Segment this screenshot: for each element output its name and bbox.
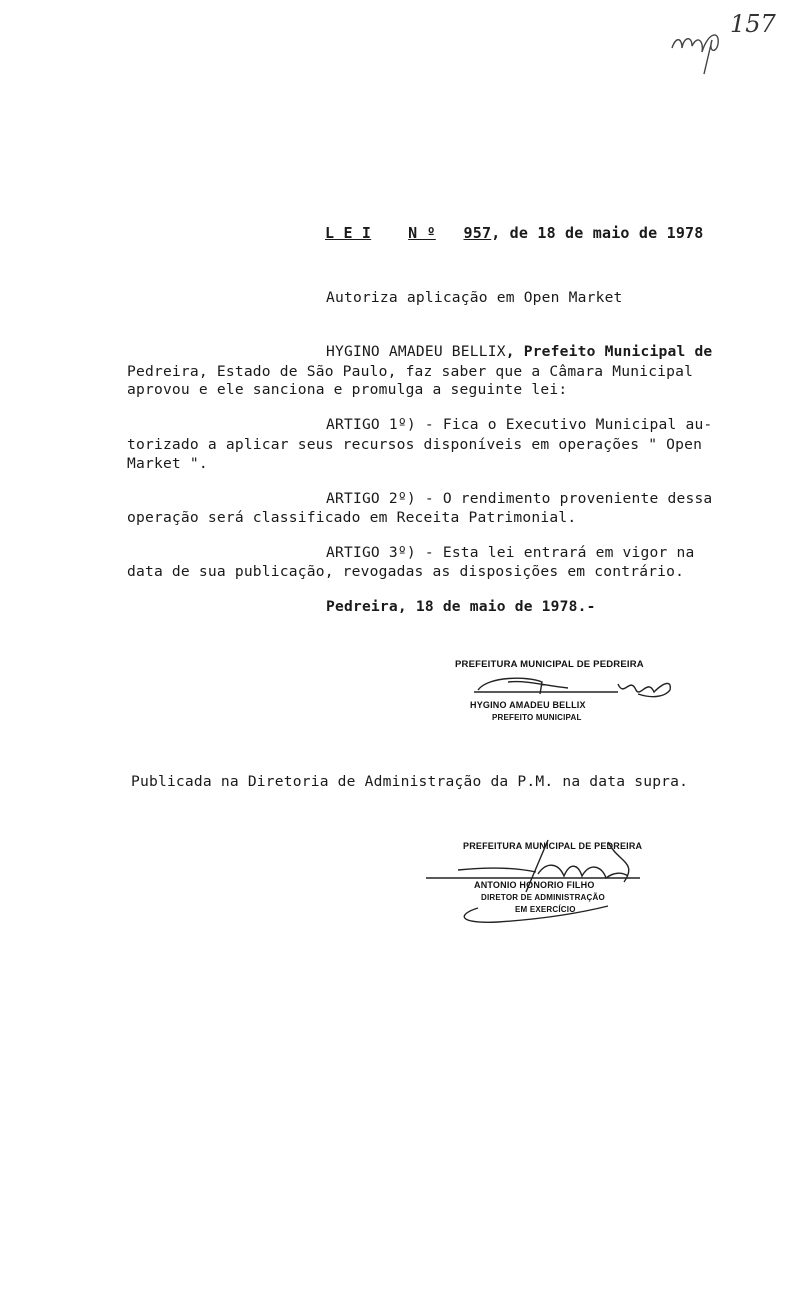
closing-date: Pedreira, 18 de maio de 1978.-	[326, 598, 596, 615]
title-date: , de 18 de maio de 1978	[491, 224, 704, 242]
article-2-line-1-rest: - O rendimento proveniente dessa	[415, 490, 713, 507]
law-summary: Autoriza aplicação em Open Market	[326, 289, 623, 306]
article-3-line-1	[326, 544, 694, 561]
page-number: 157	[730, 10, 776, 38]
preamble-line-2: Pedreira, Estado de São Paulo, faz saber que a Câmara Municipal	[127, 363, 694, 380]
title-number: 957	[463, 224, 492, 242]
article-1-line-3: Market ".	[127, 455, 208, 472]
preamble-line-1-rest: , Prefeito Municipal de	[505, 343, 713, 360]
signature-1	[468, 668, 680, 704]
article-1-line-2: torizado a aplicar seus recursos disponíveis em operações " Open	[127, 436, 703, 453]
article-3-line-1-rest: - Esta lei entrará em vigor na	[415, 544, 695, 561]
mayor-name: HYGINO AMADEU BELLIX	[326, 343, 506, 360]
stamp-2-header: PREFEITURA MUNICIPAL DE PEDREIRA	[463, 841, 643, 851]
title-lei: L E I	[325, 224, 372, 242]
stamp-2-role: DIRETOR DE ADMINISTRAÇÃO	[481, 893, 605, 902]
article-1-label: ARTIGO 1º)	[326, 416, 416, 433]
article-1-line-1	[326, 416, 712, 433]
article-2-line-1	[326, 490, 712, 507]
stamp-2-role-2: EM EXERCÍCIO	[515, 905, 576, 914]
title-numero: N º	[408, 224, 436, 242]
article-1-line-1-rest: - Fica o Executivo Municipal au-	[415, 416, 713, 433]
preamble-line-1	[326, 343, 712, 360]
law-title	[325, 224, 704, 242]
stamp-2-name: ANTONIO HONORIO FILHO	[474, 880, 595, 890]
article-3-label: ARTIGO 3º)	[326, 544, 416, 561]
article-3-line-2: data de sua publicação, revogadas as disposições em contrário.	[127, 563, 685, 580]
stamp-1-name: HYGINO AMADEU BELLIX	[470, 700, 586, 710]
stamp-1-role: PREFEITO MUNICIPAL	[492, 713, 582, 722]
stamp-1-header: PREFEITURA MUNICIPAL DE PEDREIRA	[455, 659, 644, 670]
handwritten-initials	[668, 14, 738, 76]
preamble-line-3: aprovou e ele sanciona e promulga a seguinte lei:	[127, 381, 568, 398]
article-2-label: ARTIGO 2º)	[326, 490, 416, 507]
publication-note: Publicada na Diretoria de Administração da P.M. na data supra.	[131, 773, 689, 790]
article-2-line-2: operação será classificado em Receita Patrimonial.	[127, 509, 577, 526]
